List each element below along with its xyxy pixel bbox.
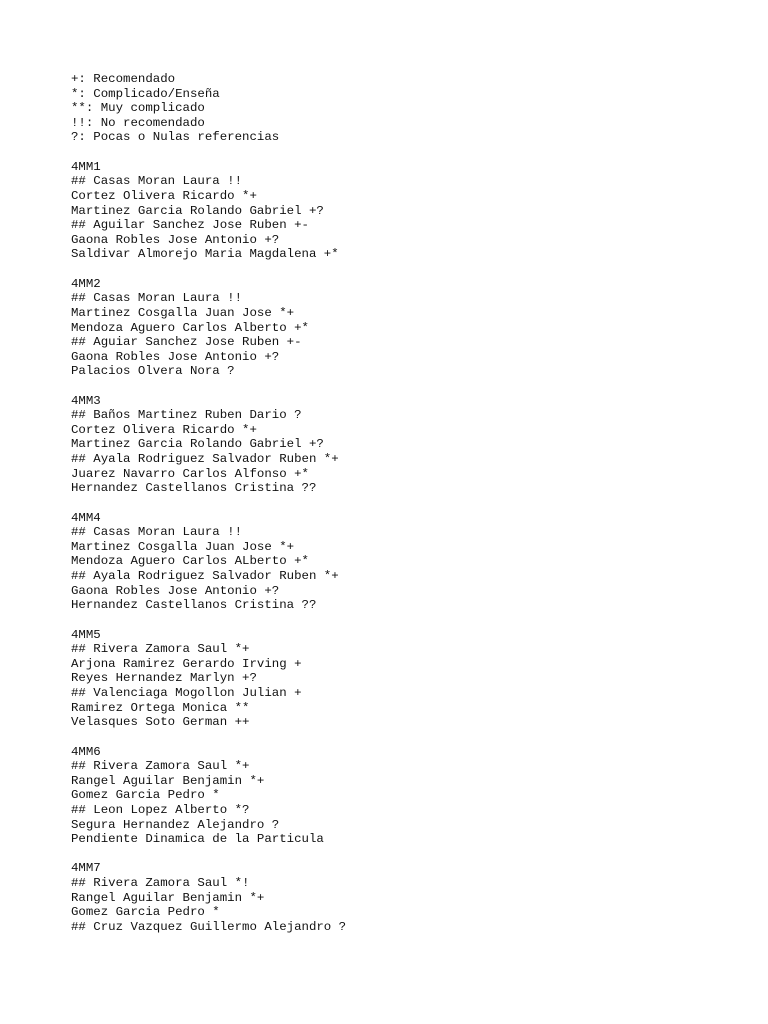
teacher-line: Reyes Hernandez Marlyn +?: [71, 671, 257, 686]
teacher-line: Ramirez Ortega Monica **: [71, 700, 250, 715]
teacher-line: Cortez Olivera Ricardo *+: [71, 188, 257, 203]
teacher-line: Segura Hernandez Alejandro ?: [71, 817, 280, 832]
teacher-line: Cortez Olivera Ricardo *+: [71, 422, 257, 437]
spacer: [71, 145, 346, 160]
spacer: [71, 847, 346, 862]
teacher-line: Martinez Garcia Rolando Gabriel +?: [71, 203, 324, 218]
legend-line: ?: Pocas o Nulas referencias: [71, 130, 280, 145]
teacher-line: ## Rivera Zamora Saul *+: [71, 759, 250, 774]
legend-line: *: Complicado/Enseña: [71, 86, 220, 101]
group-title: 4MM4: [71, 510, 101, 525]
teacher-line: ## Ayala Rodriguez Salvador Ruben *+: [71, 569, 339, 583]
group-4mm1: [71, 160, 346, 262]
teacher-line: Gaona Robles Jose Antonio +?: [71, 232, 280, 247]
legend-line: +: Recomendado: [71, 72, 176, 86]
teacher-line: Martinez Garcia Rolando Gabriel +?: [71, 437, 324, 452]
spacer: [71, 496, 346, 511]
teacher-line: ## Ayala Rodriguez Salvador Ruben *+: [71, 452, 339, 467]
group-4mm2: [71, 277, 346, 379]
teacher-line: ## Casas Moran Laura !!: [71, 174, 243, 189]
teacher-line: ## Rivera Zamora Saul *+: [71, 642, 250, 657]
group-title: 4MM5: [71, 627, 101, 642]
group-title: 4MM3: [71, 393, 101, 408]
group-title: 4MM2: [71, 276, 101, 291]
teacher-line: ## Rivera Zamora Saul *!: [71, 876, 250, 891]
group-4mm4: [71, 511, 346, 613]
teacher-line: Velasques Soto German ++: [71, 715, 250, 730]
teacher-line: Arjona Ramirez Gerardo Irving +: [71, 656, 302, 671]
teacher-line: Gomez Garcia Pedro *: [71, 788, 220, 803]
group-4mm6: [71, 745, 346, 847]
teacher-line: Martinez Cosgalla Juan Jose *+: [71, 539, 295, 554]
group-title: 4MM6: [71, 744, 101, 759]
teacher-line: Saldivar Almorejo Maria Magdalena +*: [71, 247, 339, 262]
teacher-line: ## Aguilar Sanchez Jose Ruben +-: [71, 218, 309, 233]
teacher-line: ## Leon Lopez Alberto *?: [71, 802, 250, 817]
legend-line: **: Muy complicado: [71, 101, 205, 116]
spacer: [71, 379, 346, 394]
teacher-line: Gaona Robles Jose Antonio +?: [71, 349, 280, 364]
teacher-line: ## Casas Moran Laura !!: [71, 525, 243, 540]
spacer: [71, 262, 346, 277]
teacher-line: Martinez Cosgalla Juan Jose *+: [71, 305, 295, 320]
teacher-line: Mendoza Aguero Carlos Alberto +*: [71, 320, 309, 335]
teacher-line: ## Valenciaga Mogollon Julian +: [71, 685, 302, 700]
teacher-line: Rangel Aguilar Benjamin *+: [71, 890, 265, 905]
spacer: [71, 730, 346, 745]
teacher-line: ## Casas Moran Laura !!: [71, 291, 243, 306]
group-title: 4MM1: [71, 159, 101, 174]
spacer: [71, 613, 346, 628]
legend-line: !!: No recomendado: [71, 115, 205, 130]
document-text: [71, 72, 346, 934]
teacher-line: Mendoza Aguero Carlos ALberto +*: [71, 554, 309, 569]
teacher-line: Palacios Olvera Nora ?: [71, 364, 235, 379]
teacher-line: Hernandez Castellanos Cristina ??: [71, 481, 317, 496]
teacher-line: Juarez Navarro Carlos Alfonso +*: [71, 466, 309, 481]
group-title: 4MM7: [71, 861, 101, 876]
teacher-line: ## Cruz Vazquez Guillermo Alejandro ?: [71, 919, 347, 934]
teacher-line: ## Baños Martinez Ruben Dario ?: [71, 408, 302, 423]
group-4mm7: [71, 861, 346, 934]
teacher-line: Rangel Aguilar Benjamin *+: [71, 773, 265, 788]
group-4mm3: [71, 394, 346, 496]
teacher-line: Hernandez Castellanos Cristina ??: [71, 598, 317, 613]
teacher-line: Gaona Robles Jose Antonio +?: [71, 583, 280, 598]
legend: [71, 72, 346, 145]
teacher-line: ## Aguiar Sanchez Jose Ruben +-: [71, 335, 302, 350]
teacher-line: Pendiente Dinamica de la Particula: [71, 832, 324, 847]
teacher-line: Gomez Garcia Pedro *: [71, 905, 220, 920]
group-4mm5: [71, 628, 346, 730]
